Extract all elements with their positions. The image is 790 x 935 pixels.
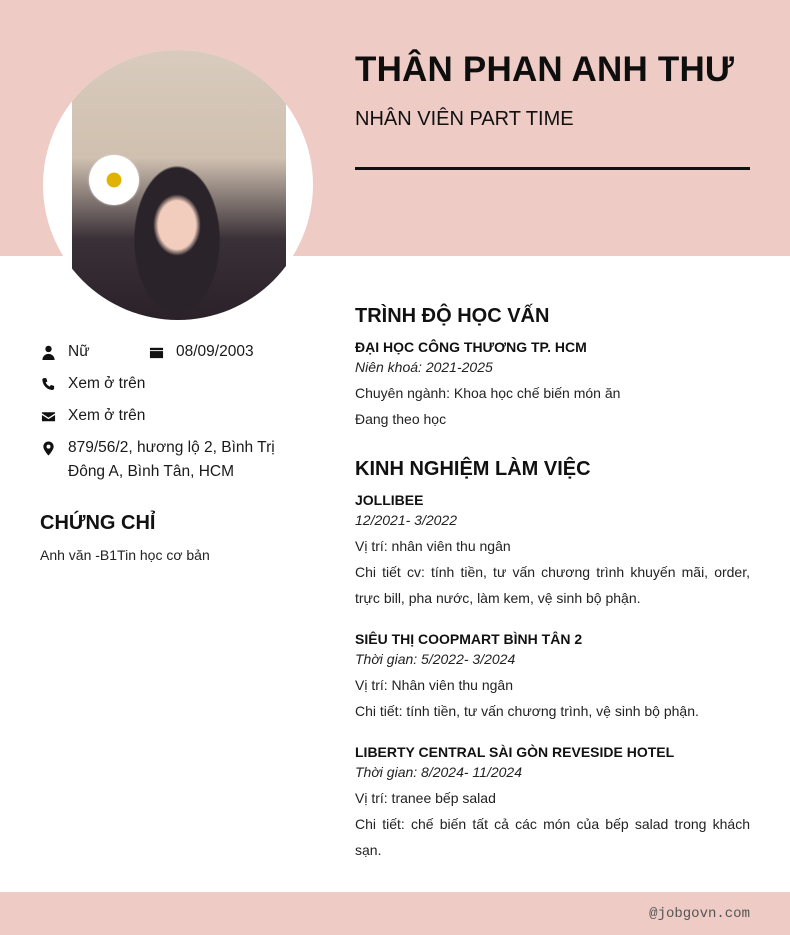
address-line-1: 879/56/2, hương lộ 2, Bình Trị [68,439,275,456]
experience-title: KINH NGHIỆM LÀM VIỆC [355,458,591,480]
avatar [43,50,313,320]
mail-icon [40,404,56,428]
education-status: Đang theo học [355,411,447,427]
gender-value: Nữ [68,343,90,360]
info-gender [40,340,90,364]
phone-value: Xem ở trên [68,375,146,392]
info-phone [40,372,145,396]
education-title: TRÌNH ĐỘ HỌC VẤN [355,305,550,327]
email-value: Xem ở trên [68,407,146,424]
company-name: JOLLIBEE [355,492,424,508]
experience-entry [355,490,750,611]
info-email [40,404,145,428]
person-icon [40,340,56,364]
header-divider [355,167,750,170]
education-period: Niên khoá: 2021-2025 [355,359,493,375]
job-title: NHÂN VIÊN PART TIME [355,108,574,130]
flower-decoration [89,155,139,205]
footer-watermark: @jobgovn.com [649,906,750,922]
address-line-2: Đông A, Bình Tân, HCM [68,463,234,480]
location-pin-icon [40,436,56,460]
calendar-icon [148,340,164,364]
candidate-name: THÂN PHAN ANH THƯ [355,50,735,89]
company-name: SIÊU THỊ COOPMART BÌNH TÂN 2 [355,631,583,647]
job-details: Chi tiết: chế biến tất cả các món của bếp salad trong khách sạn. [355,816,750,858]
info-birthday [148,340,254,364]
school-name: ĐẠI HỌC CÔNG THƯƠNG TP. HCM [355,339,587,355]
job-period: Thời gian: 8/2024- 11/2024 [355,764,522,780]
job-period: Thời gian: 5/2022- 3/2024 [355,651,516,667]
birthday-value: 08/09/2003 [176,343,254,360]
certificates-text: Anh văn -B1Tin học cơ bản [40,547,210,563]
experience-entry [355,742,750,863]
profile-photo [72,50,286,320]
job-position: Vị trí: Nhân viên thu ngân [355,677,513,693]
education-major: Chuyên ngành: Khoa học chế biến món ăn [355,385,621,401]
job-period: 12/2021- 3/2022 [355,512,457,528]
info-address [40,436,275,484]
phone-icon [40,372,56,396]
education-entry [355,337,750,432]
company-name: LIBERTY CENTRAL SÀI GÒN REVESIDE HOTEL [355,744,675,760]
job-position: Vị trí: tranee bếp salad [355,790,496,806]
job-details: Chi tiết cv: tính tiền, tư vấn chương trình khuyến mãi, order, trực bill, pha nước, làm kem, vệ sinh bộ phận. [355,564,750,606]
experience-entry [355,629,750,724]
job-details: Chi tiết: tính tiền, tư vấn chương trình, vệ sinh bộ phận. [355,703,699,719]
job-position: Vị trí: nhân viên thu ngân [355,538,511,554]
certificates-title: CHỨNG CHỈ [40,512,156,534]
